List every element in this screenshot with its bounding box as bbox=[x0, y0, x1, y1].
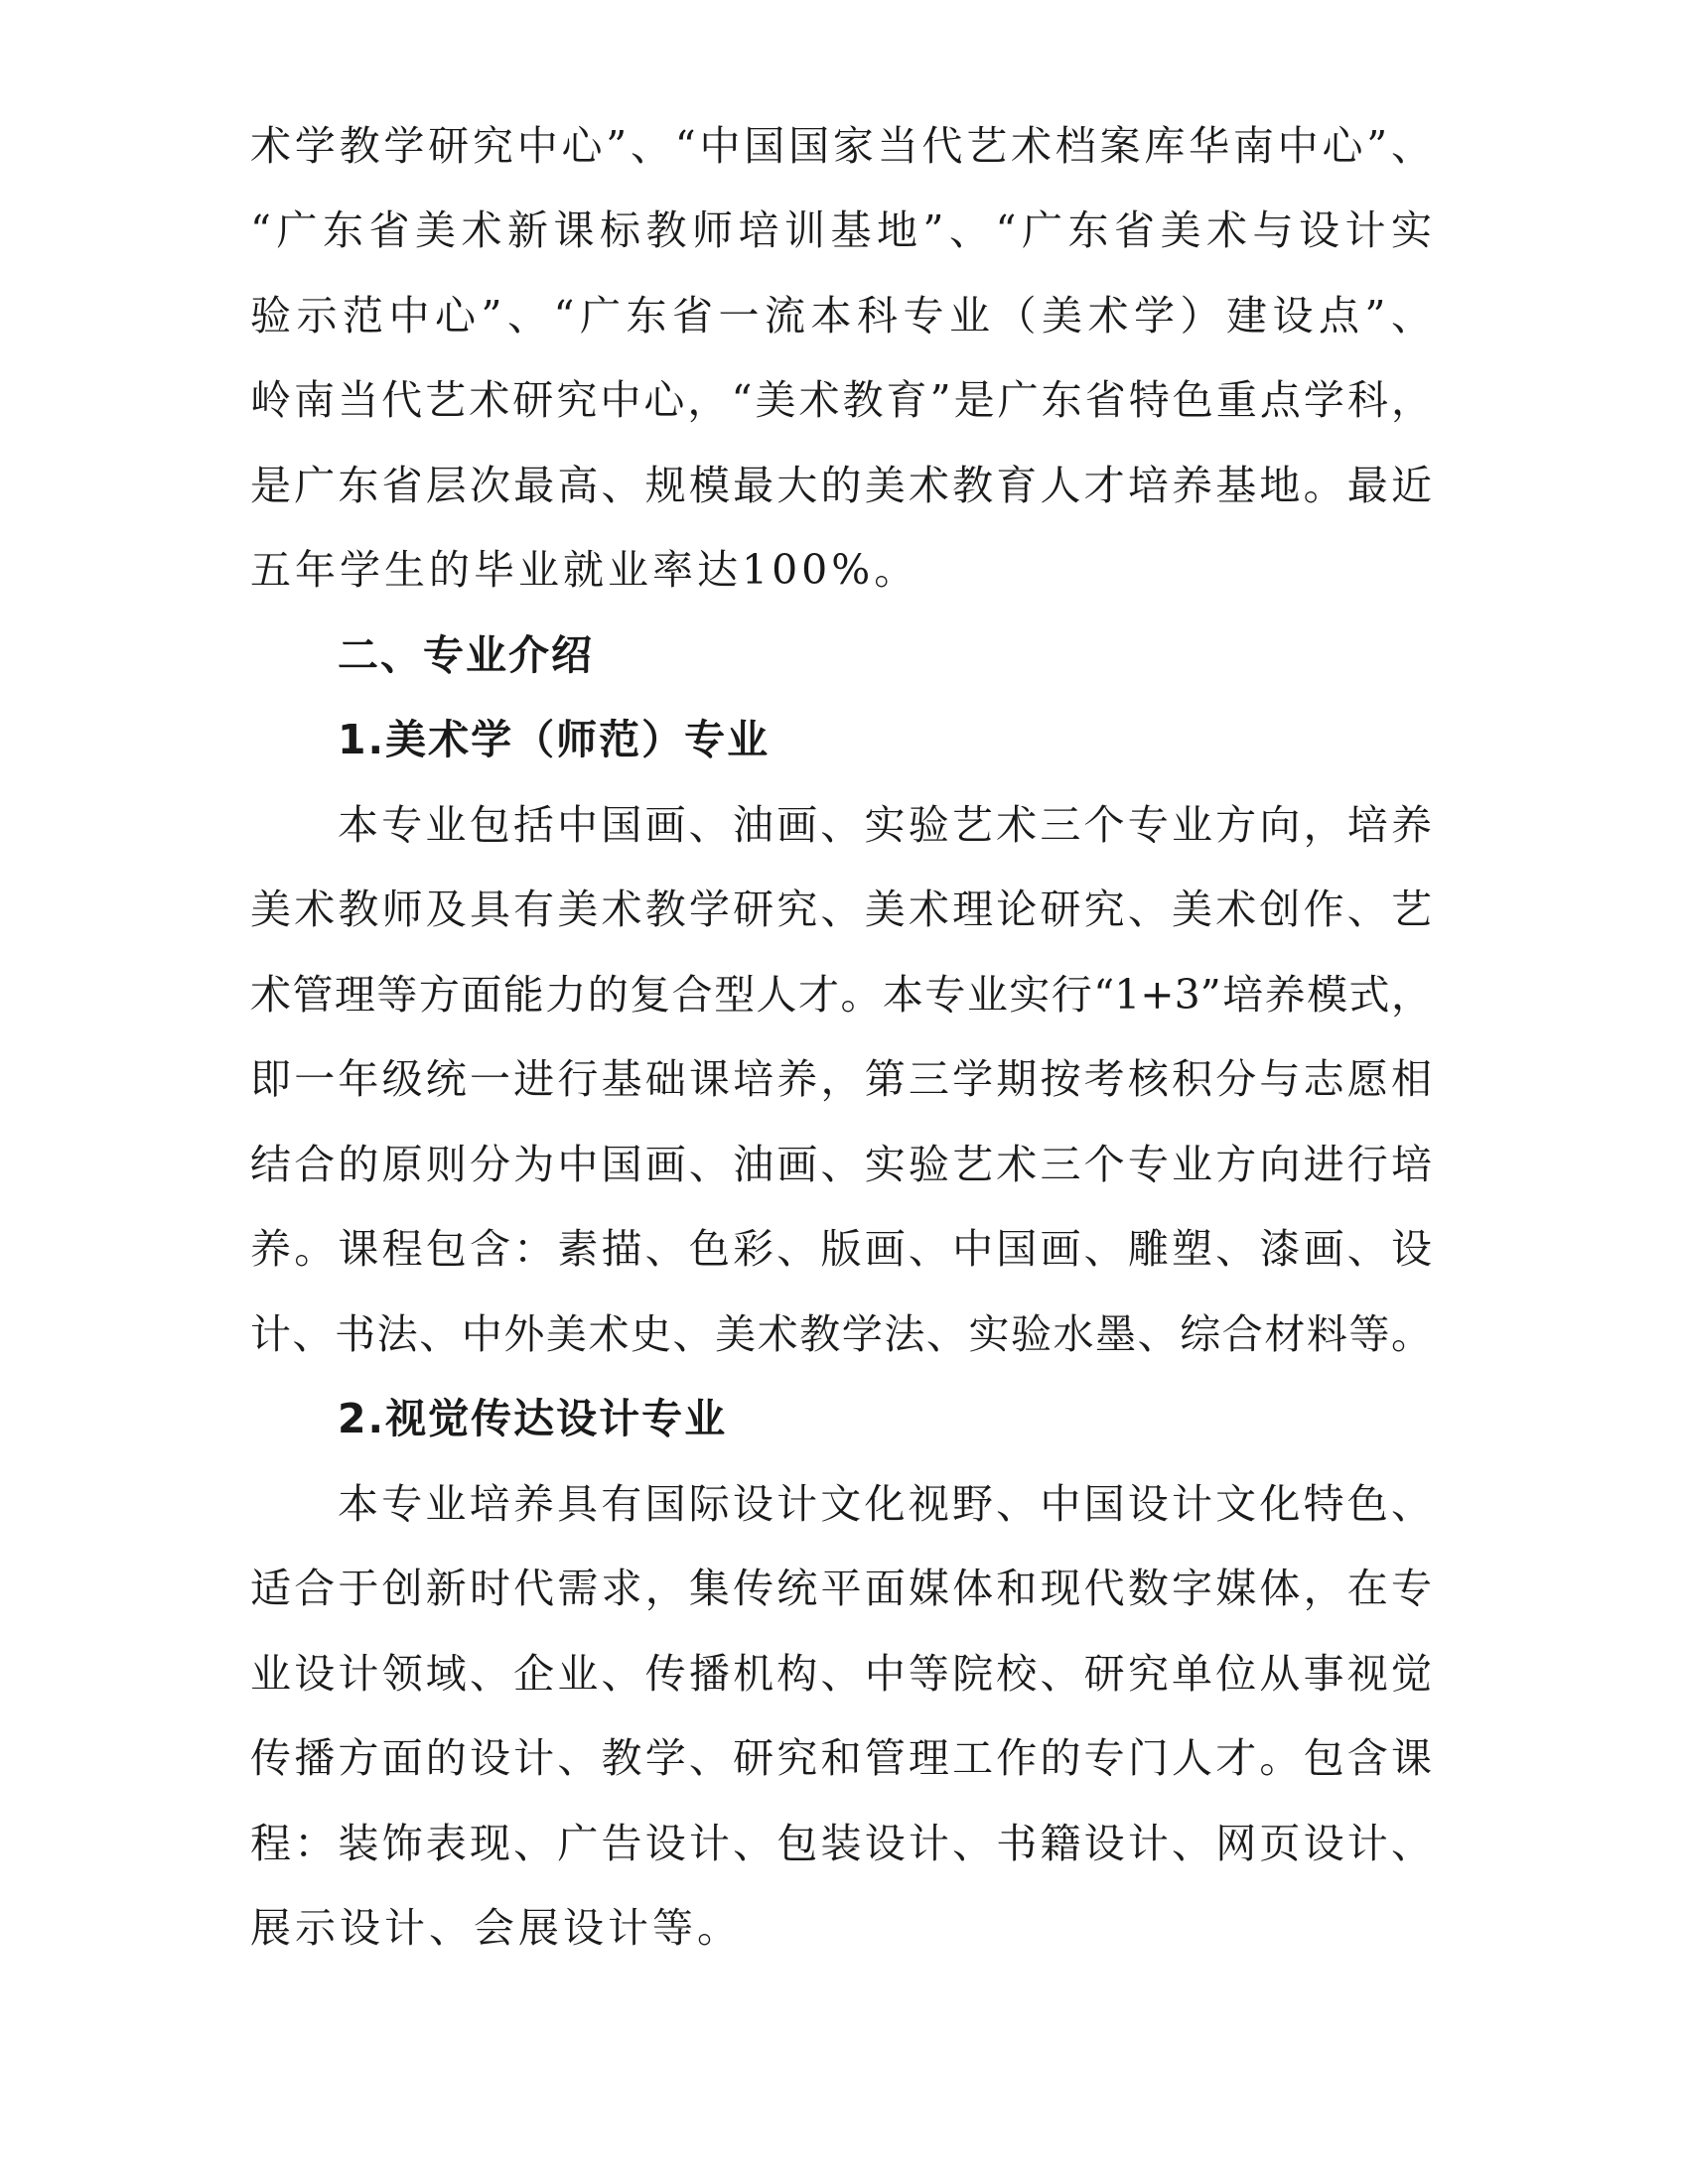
intro-line-2: “广东省美术新课标教师培训基地”、“广东省美术与设计实 bbox=[250, 206, 1432, 254]
major1-line-7: 计、书法、中外美术史、美术教学法、实验水墨、综合材料等。 bbox=[250, 1310, 1432, 1358]
major1-heading: 1.美术学（师范）专业 bbox=[338, 716, 771, 763]
major1-line-3: 术管理等方面能力的复合型人才。本专业实行“1+3”培养模式， bbox=[250, 971, 1432, 1019]
major2-line-3: 业设计领域、企业、传播机构、中等院校、研究单位从事视觉 bbox=[250, 1650, 1432, 1698]
major2-line-1: 本专业培养具有国际设计文化视野、中国设计文化特色、 bbox=[338, 1480, 1432, 1528]
intro-line-5: 是广东省层次最高、规模最大的美术教育人才培养基地。最近 bbox=[250, 462, 1432, 509]
intro-line-3: 验示范中心”、“广东省一流本科专业（美术学）建设点”、 bbox=[250, 292, 1432, 340]
major1-line-6: 养。课程包含：素描、色彩、版画、中国画、雕塑、漆画、设 bbox=[250, 1225, 1432, 1273]
major1-line-5: 结合的原则分为中国画、油画、实验艺术三个专业方向进行培 bbox=[250, 1141, 1432, 1188]
major2-line-6: 展示设计、会展设计等。 bbox=[250, 1904, 742, 1952]
intro-line-6: 五年学生的毕业就业率达100%。 bbox=[250, 546, 919, 594]
major2-line-5: 程：装饰表现、广告设计、包装设计、书籍设计、网页设计、 bbox=[250, 1820, 1432, 1867]
major1-line-2: 美术教师及具有美术教学研究、美术理论研究、美术创作、艺 bbox=[250, 886, 1432, 933]
major1-line-4: 即一年级统一进行基础课培养，第三学期按考核积分与志愿相 bbox=[250, 1055, 1432, 1103]
major2-line-4: 传播方面的设计、教学、研究和管理工作的专门人才。包含课 bbox=[250, 1734, 1432, 1782]
major1-line-1: 本专业包括中国画、油画、实验艺术三个专业方向，培养 bbox=[338, 801, 1432, 849]
intro-line-4: 岭南当代艺术研究中心，“美术教育”是广东省特色重点学科， bbox=[250, 376, 1432, 424]
major2-line-2: 适合于创新时代需求，集传统平面媒体和现代数字媒体，在专 bbox=[250, 1565, 1432, 1612]
intro-line-1: 术学教学研究中心”、“中国国家当代艺术档案库华南中心”、 bbox=[250, 122, 1432, 170]
major2-heading: 2.视觉传达设计专业 bbox=[338, 1395, 728, 1442]
section-heading: 二、专业介绍 bbox=[338, 631, 594, 679]
